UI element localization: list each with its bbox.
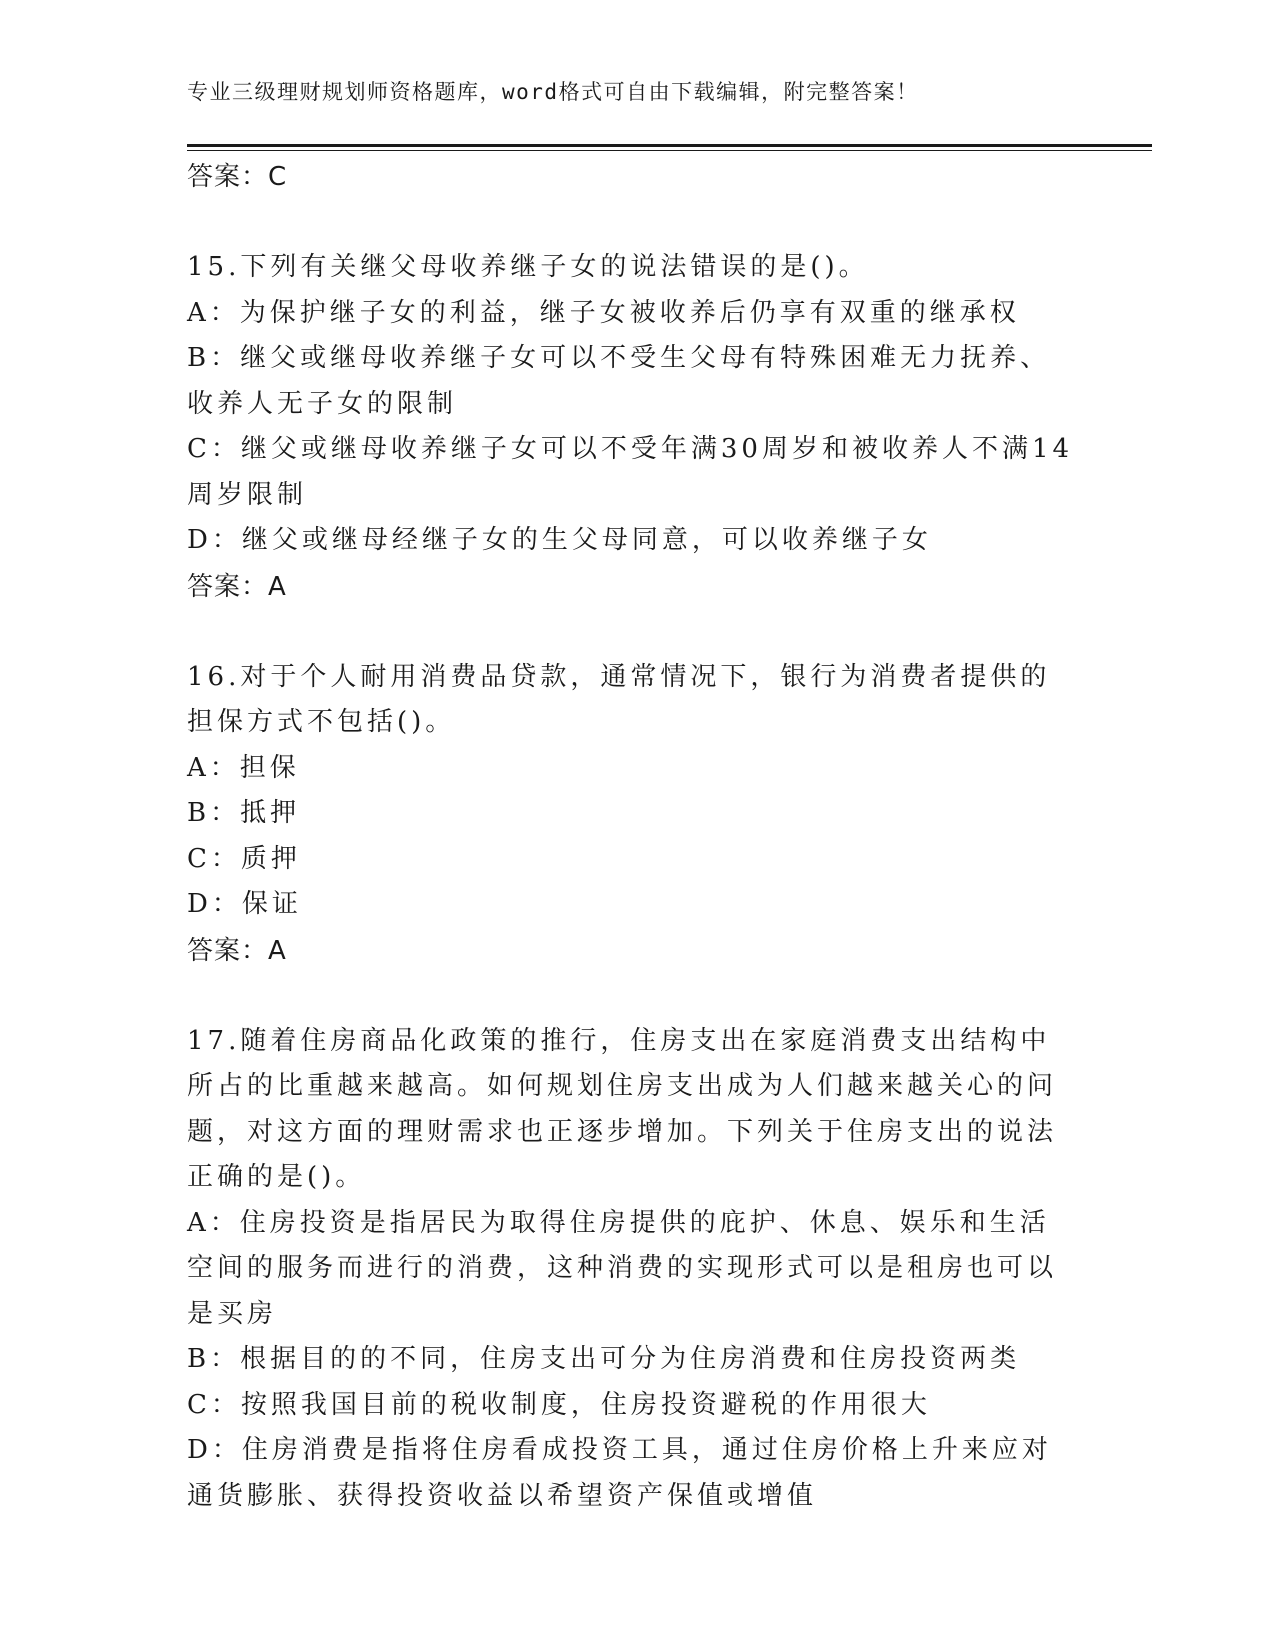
header-rule-thin <box>187 150 1152 151</box>
answer-line: 答案：A <box>187 935 287 966</box>
answer-line: 答案：C <box>187 162 288 192</box>
option-c: C：继父或继母收养继子女可以不受年满30周岁和被收养人不满14周岁限制 <box>187 434 1074 510</box>
question-list <box>187 154 1077 1519</box>
option-d: D：保证 <box>187 889 302 919</box>
question-stem: 17.随着住房商品化政策的推行，住房支出在家庭消费支出结构中所占的比重越来越高。如何规划住房支出成为人们越来越关心的问题，对这方面的理财需求也正逐步增加。下列关于住房支出的说法正确的是()。 <box>187 1025 1058 1192</box>
option-a: A：为保护继子女的利益，继子女被收养后仍享有双重的继承权 <box>187 297 1020 328</box>
option-d: D：住房消费是指将住房看成投资工具，通过住房价格上升来应对通货膨胀、获得投资收益以希望资产保值或增值 <box>187 1435 1052 1511</box>
question-stem: 16.对于个人耐用消费品贷款，通常情况下，银行为消费者提供的担保方式不包括()。 <box>187 661 1051 737</box>
page-header: 专业三级理财规划师资格题库，word格式可自由下载编辑，附完整答案！ <box>187 80 919 104</box>
option-a: A：住房投资是指居民为取得住房提供的庇护、休息、娱乐和生活空间的服务而进行的消费，这种消费的实现形式可以是租房也可以是买房 <box>187 1207 1058 1329</box>
question-stem: 15.下列有关继父母收养继子女的说法错误的是()。 <box>187 252 869 282</box>
answer-line: 答案：A <box>187 571 287 602</box>
question-item <box>187 655 1077 974</box>
header-rule-thick <box>187 144 1152 147</box>
question-item <box>187 1019 1077 1520</box>
option-c: C：按照我国目前的税收制度，住房投资避税的作用很大 <box>187 1389 931 1420</box>
option-c: C：质押 <box>187 843 301 874</box>
option-b: B：抵押 <box>187 798 301 828</box>
question-item <box>187 245 1077 610</box>
option-b: B：根据目的的不同，住房支出可分为住房消费和住房投资两类 <box>187 1344 1021 1374</box>
option-b: B：继父或继母收养继子女可以不受生父母有特殊困难无力抚养、收养人无子女的限制 <box>187 343 1051 419</box>
option-a: A：担保 <box>187 752 300 783</box>
option-d: D：继父或继母经继子女的生父母同意，可以收养继子女 <box>187 525 932 555</box>
